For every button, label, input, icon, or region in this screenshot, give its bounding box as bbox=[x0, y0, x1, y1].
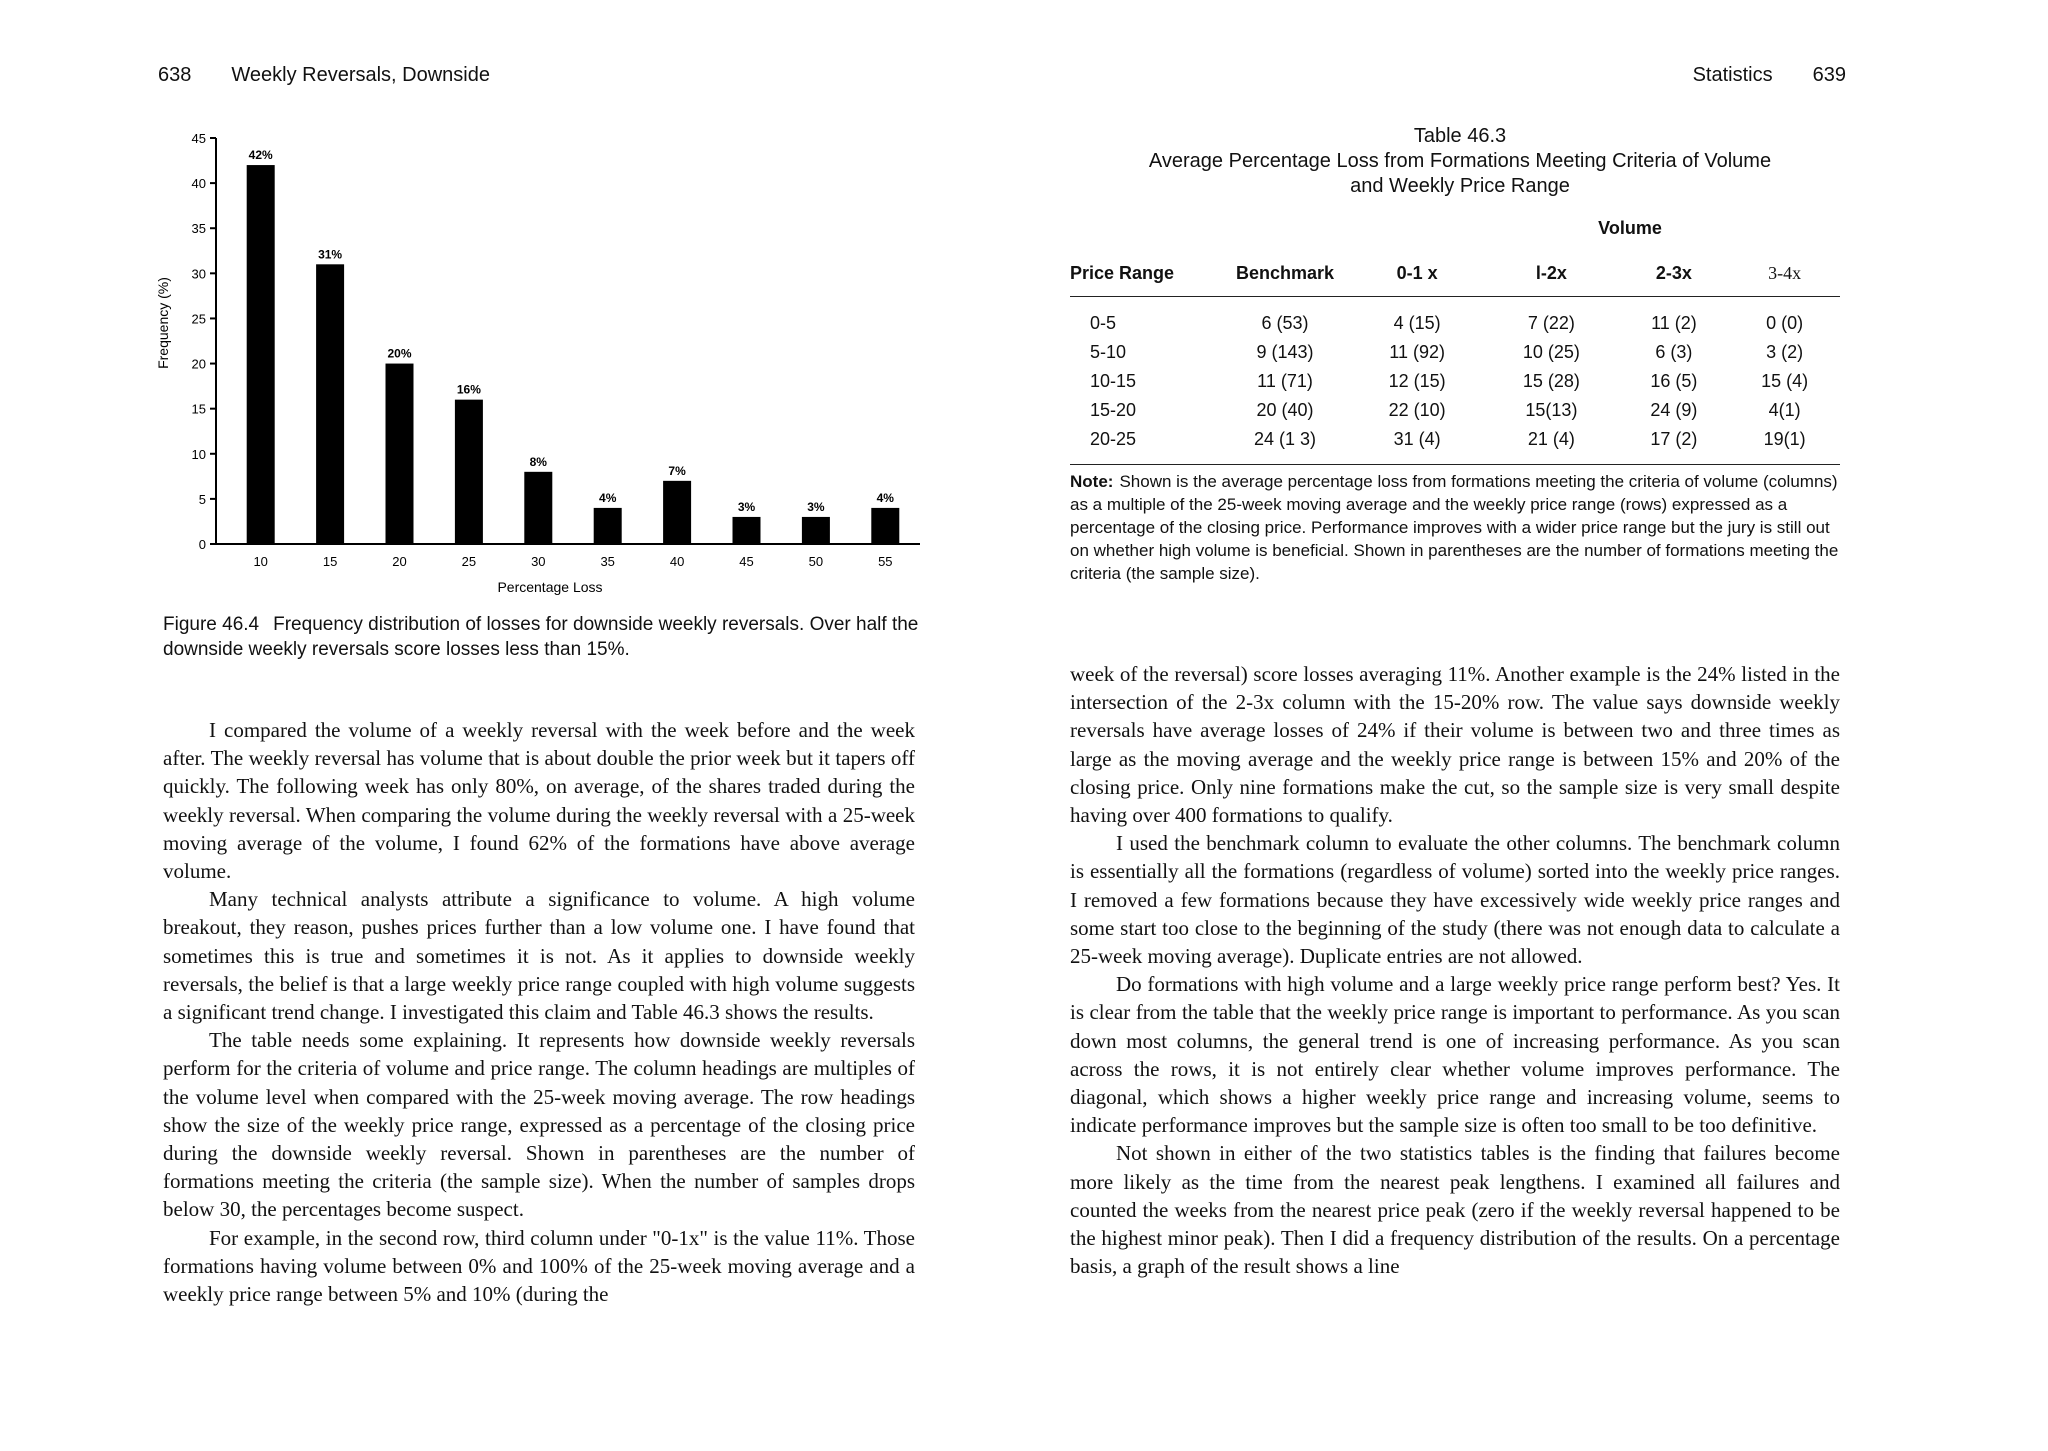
chart-y-tick-label: 30 bbox=[191, 266, 206, 282]
table-volume-header: Volume bbox=[1598, 218, 1662, 238]
figure-caption-text: Frequency distribution of losses for downside weekly reversals. Over half the downside weekly reversals score losses less than 15%. bbox=[163, 614, 919, 660]
chart-y-tick-label: 0 bbox=[198, 537, 206, 552]
table-row bbox=[1070, 338, 1840, 367]
left-paragraph-1: I compared the volume of a weekly reversal with the week before and the week after. The weekly reversal has volume that is about double the prior week but it tapers off quickly. The following week has only 80%, on average, of the shares traded during the weekly reversal. When comparing the volume during the weekly reversal with a 25-week moving average of the volume, I found 62% of the formations have above average volume. bbox=[163, 718, 915, 884]
table-label: Table 46.3 bbox=[1413, 125, 1507, 147]
table-cell: 31 (4) bbox=[1393, 429, 1441, 449]
chart-axes bbox=[192, 131, 920, 552]
table-cell: 10 (25) bbox=[1522, 342, 1580, 362]
chart-data-label: 16% bbox=[456, 382, 481, 397]
figure-caption bbox=[163, 612, 923, 662]
table-row bbox=[1070, 367, 1840, 396]
chart-x-tick-label: 15 bbox=[322, 554, 338, 569]
table-cell: 11 (71) bbox=[1257, 371, 1313, 391]
chart-y-tick-label: 35 bbox=[191, 221, 206, 237]
chart-bar bbox=[802, 517, 830, 544]
chart-x-tick-label: 10 bbox=[253, 554, 268, 569]
left-running-head bbox=[158, 64, 490, 87]
table-cell: 15 (28) bbox=[1522, 371, 1580, 391]
chart-bar bbox=[247, 165, 275, 544]
table-row-header: 0-5 bbox=[1090, 313, 1117, 333]
table-note-label: Note: bbox=[1070, 472, 1114, 491]
table-cell: 21 (4) bbox=[1527, 429, 1575, 449]
table-cell: 11 (92) bbox=[1389, 342, 1445, 362]
table-cell: 24 (9) bbox=[1650, 400, 1698, 420]
table-column-header: Benchmark bbox=[1235, 262, 1335, 283]
right-body-text bbox=[1070, 660, 1840, 1280]
table-cell: 16 (5) bbox=[1650, 371, 1698, 391]
volume-price-range-table bbox=[1070, 250, 1840, 465]
chart-y-tick-label: 5 bbox=[198, 491, 206, 507]
chart-data-label: 20% bbox=[387, 346, 412, 361]
table-cell: 0 (0) bbox=[1766, 313, 1804, 333]
chart-data-label: 3% bbox=[737, 499, 756, 514]
chart-data-label: 4% bbox=[599, 490, 617, 505]
table-cell: 22 (10) bbox=[1388, 400, 1446, 420]
left-paragraph-3: The table needs some explaining. It represents how downside weekly reversals perform for the criteria of volume and price range. The column headings are multiples of the volume level when compared with the 25-week moving average. The row headings show the size of the weekly price range, expressed as a percentage of the closing price during the downside weekly reversal. Shown in parentheses are the number of formations meeting the criteria (the sample size). When the number of samples drops below 30, the percentages become suspect. bbox=[163, 1028, 915, 1222]
chart-data-label: 4% bbox=[876, 490, 894, 505]
table-cell: 4 (15) bbox=[1393, 313, 1441, 333]
chart-bar bbox=[316, 264, 344, 544]
table-note bbox=[1070, 470, 1840, 585]
chart-x-tick-label: 20 bbox=[392, 554, 407, 569]
chart-bar bbox=[663, 481, 691, 544]
table-cell: 19(1) bbox=[1763, 429, 1806, 449]
chart-bar bbox=[871, 508, 899, 544]
figure-caption-label: Figure 46.4 bbox=[163, 614, 260, 635]
chart-y-tick-label: 15 bbox=[191, 401, 206, 417]
chart-bar bbox=[594, 508, 622, 544]
right-page-number: 639 bbox=[1812, 64, 1846, 86]
left-body-text bbox=[163, 716, 915, 1308]
chart-data-label: 42% bbox=[248, 148, 273, 163]
table-column-header: Price Range bbox=[1070, 262, 1175, 283]
table-cell: 24 (1 3) bbox=[1253, 429, 1317, 449]
table-row-header: 20-25 bbox=[1090, 429, 1137, 449]
loss-frequency-chart bbox=[150, 128, 930, 598]
right-running-title: Statistics bbox=[1692, 64, 1773, 86]
table-cell: 20 (40) bbox=[1256, 400, 1314, 420]
table-row-header: 15-20 bbox=[1090, 400, 1137, 420]
chart-x-tick-label: 45 bbox=[739, 554, 754, 569]
table-cell: 9 (143) bbox=[1256, 342, 1314, 362]
chart-y-axis-label: Frequency (%) bbox=[155, 277, 171, 369]
chart-y-tick-label: 10 bbox=[191, 446, 206, 462]
chart-x-tick-label: 30 bbox=[531, 554, 546, 569]
chart-x-axis-label: Percentage Loss bbox=[497, 579, 603, 595]
table-row-header: 10-15 bbox=[1090, 371, 1137, 391]
table-column-header: 2-3x bbox=[1655, 262, 1692, 283]
chart-bar bbox=[524, 472, 552, 544]
table-cell: 15 (4) bbox=[1761, 371, 1809, 391]
table-cell: 4(1) bbox=[1768, 400, 1801, 420]
table-title-line-2: and Weekly Price Range bbox=[1350, 175, 1570, 197]
chart-x-tick-label: 55 bbox=[878, 554, 893, 569]
chart-y-tick-label: 20 bbox=[191, 356, 206, 372]
right-paragraph-3: Do formations with high volume and a large weekly price range perform best? Yes. It is clear from the table that the weekly price range is important to performance. As you scan down most columns, the general trend is one of increasing performance. As you scan across the rows, it is not entirely clear whether volume improves performance. The diagonal, which shows a higher weekly price range and increasing volume, seems to indicate performance improves but the sample size is often too small to be too definitive. bbox=[1070, 972, 1840, 1138]
table-title bbox=[1110, 124, 1810, 199]
table-cell: 12 (15) bbox=[1388, 371, 1446, 391]
table-cell: 6 (3) bbox=[1655, 342, 1693, 362]
right-paragraph-2: I used the benchmark column to evaluate the other columns. The benchmark column is essentially all the formations (regardless of volume) sorted into the weekly price ranges. I removed a few formations because they have excessively wide weekly price ranges and some start too close to the beginning of the study (there was not enough data to calculate a 25-week moving average). Duplicate entries are not allowed. bbox=[1070, 831, 1840, 969]
table-cell: 17 (2) bbox=[1650, 429, 1698, 449]
table-cell: 15(13) bbox=[1525, 400, 1578, 420]
chart-data-label: 8% bbox=[529, 454, 547, 469]
table-cell: 7 (22) bbox=[1527, 313, 1575, 333]
left-paragraph-4: For example, in the second row, third column under "0-1x" is the value 11%. Those formations having volume between 0% and 100% of the 25-week moving average and a weekly price range between 5% and 10% (during the bbox=[163, 1225, 915, 1307]
chart-y-tick-label: 25 bbox=[191, 311, 206, 327]
chart-data-label: 7% bbox=[668, 463, 686, 478]
chart-bar bbox=[455, 400, 483, 544]
table-column-header: 3-4x bbox=[1768, 262, 1802, 283]
chart-x-tick-label: 50 bbox=[808, 554, 824, 569]
table-column-header: 0-1 x bbox=[1396, 262, 1438, 283]
table-cell: 3 (2) bbox=[1766, 342, 1804, 362]
chart-data-label: 31% bbox=[318, 247, 343, 262]
left-page-number: 638 bbox=[158, 64, 192, 86]
table-body bbox=[1070, 297, 1840, 465]
table-column-header: l-2x bbox=[1535, 262, 1567, 283]
table-row-header: 5-10 bbox=[1090, 342, 1127, 362]
table-row bbox=[1070, 297, 1840, 339]
left-paragraph-2: Many technical analysts attribute a significance to volume. A high volume breakout, they reason, pushes prices further than a low volume one. I have found that sometimes this is true and sometimes it is not. As it applies to downside weekly reversals, the belief is that a large weekly price range coupled with high volume suggests a significant trend change. I investigated this claim and Table 46.3 shows the results. bbox=[163, 887, 915, 1025]
table-row bbox=[1070, 425, 1840, 465]
table-header-row bbox=[1070, 250, 1840, 297]
right-running-head bbox=[1693, 64, 1846, 87]
right-paragraph-4: Not shown in either of the two statistics tables is the finding that failures become more likely as the time from the nearest peak lengthens. I examined all failures and counted the weeks from the nearest price peak (zero if the weekly reversal happened to be the highest minor peak). Then I did a frequency distribution of the results. On a percentage basis, a graph of the result shows a line bbox=[1070, 1141, 1840, 1279]
right-paragraph-1: week of the reversal) score losses averaging 11%. Another example is the 24% listed in the intersection of the 2-3x column with the 15-20% row. The value says downside weekly reversals have average losses of 24% if their volume is between two and three times as large as the moving average and the weekly price range is between 15% and 20% of the closing price. Only nine formations make the cut, so the sample size is very small despite having over 400 formations to qualify. bbox=[1070, 662, 1840, 828]
left-running-title: Weekly Reversals, Downside bbox=[231, 64, 490, 86]
chart-bars bbox=[247, 165, 900, 544]
table-row bbox=[1070, 396, 1840, 425]
table-note-text: Shown is the average percentage loss from formations meeting the criteria of volume (columns) as a multiple of the 25-week moving average and the weekly price range (rows) expressed as a percentage of the closing price. Performance improves with a wider price range but the jury is still out on whether high volume is beneficial. Shown in parentheses are the number of formations meeting the criteria (the sample size). bbox=[1070, 472, 1839, 583]
chart-bar bbox=[733, 517, 761, 544]
chart-labels bbox=[249, 148, 895, 569]
chart-x-tick-label: 35 bbox=[600, 554, 615, 569]
chart-y-tick-label: 45 bbox=[191, 131, 206, 146]
table-cell: 6 (53) bbox=[1261, 313, 1309, 333]
chart-y-tick-label: 40 bbox=[191, 176, 206, 192]
chart-x-tick-label: 25 bbox=[461, 554, 477, 569]
chart-bar bbox=[386, 364, 414, 544]
chart-data-label: 3% bbox=[807, 499, 825, 514]
table-title-line-1: Average Percentage Loss from Formations Meeting Criteria of Volume bbox=[1148, 150, 1772, 172]
chart-x-tick-label: 40 bbox=[669, 554, 685, 569]
table-cell: 11 (2) bbox=[1651, 313, 1697, 333]
